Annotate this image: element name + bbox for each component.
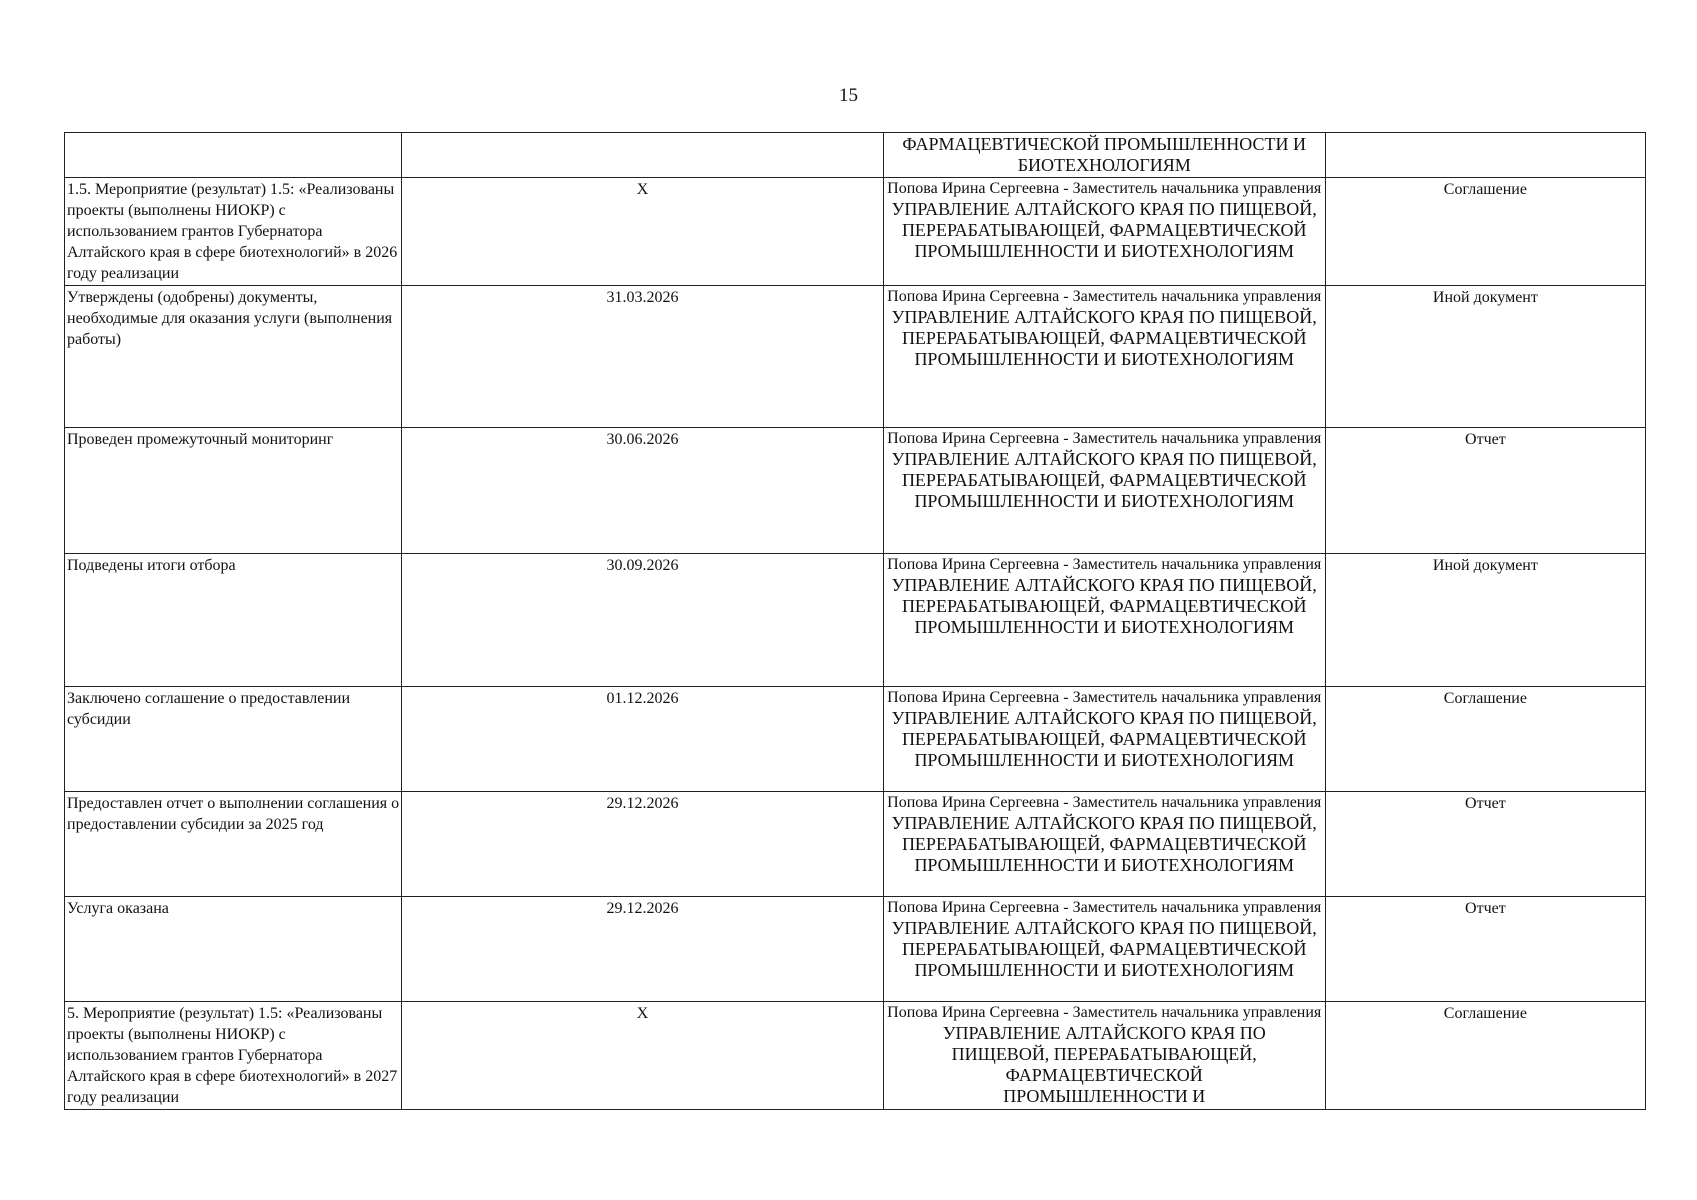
doc-type-cell: Соглашение [1325, 178, 1645, 286]
event-cell: Услуга оказана [65, 897, 402, 1002]
responsible-org: УПРАВЛЕНИЕ АЛТАЙСКОГО КРАЯ ПО ПИЩЕВОЙ, ПЕРЕРАБАТЫВАЮЩЕЙ, ФАРМАЦЕВТИЧЕСКОЙ ПРОМЫШЛЕННОСТИ И БИОТЕХНОЛОГИЯМ [891, 307, 1317, 369]
event-cell: Проведен промежуточный мониторинг [65, 428, 402, 554]
responsible-person: Попова Ирина Сергеевна - Заместитель начальника управления [887, 180, 1322, 197]
table-row [65, 1002, 1646, 1110]
table-row [65, 792, 1646, 897]
event-cell: Предоставлен отчет о выполнении соглашения о предоставлении субсидии за 2025 год [65, 792, 402, 897]
date-cell: 29.12.2026 [402, 792, 883, 897]
event-cell: Подведены итоги отбора [65, 554, 402, 687]
responsible-cell [883, 687, 1325, 792]
date-cell: X [402, 178, 883, 286]
responsible-person: Попова Ирина Сергеевна - Заместитель начальника управления [887, 1004, 1322, 1021]
table-row [65, 897, 1646, 1002]
doc-type-cell: Соглашение [1325, 687, 1645, 792]
date-cell: 30.09.2026 [402, 554, 883, 687]
table-row [65, 178, 1646, 286]
date-cell: 31.03.2026 [402, 286, 883, 428]
doc-type-cell: Отчет [1325, 792, 1645, 897]
doc-type-cell: Отчет [1325, 428, 1645, 554]
responsible-cell [883, 554, 1325, 687]
event-cell: Утверждены (одобрены) документы, необходимые для оказания услуги (выполнения работы) [65, 286, 402, 428]
page-number: 15 [839, 85, 858, 106]
responsible-org: УПРАВЛЕНИЕ АЛТАЙСКОГО КРАЯ ПО ПИЩЕВОЙ, ПЕРЕРАБАТЫВАЮЩЕЙ, ФАРМАЦЕВТИЧЕСКОЙ ПРОМЫШЛЕННОСТИ И БИОТЕХНОЛОГИЯМ [891, 449, 1317, 511]
event-cell [65, 133, 402, 178]
responsible-org: УПРАВЛЕНИЕ АЛТАЙСКОГО КРАЯ ПО ПИЩЕВОЙ, ПЕРЕРАБАТЫВАЮЩЕЙ, ФАРМАЦЕВТИЧЕСКОЙ ПРОМЫШЛЕННОСТИ И БИОТЕХНОЛОГИЯМ [891, 918, 1317, 980]
date-cell: X [402, 1002, 883, 1110]
date-cell: 30.06.2026 [402, 428, 883, 554]
doc-type-cell [1325, 133, 1645, 178]
doc-type-cell: Отчет [1325, 897, 1645, 1002]
responsible-org: УПРАВЛЕНИЕ АЛТАЙСКОГО КРАЯ ПО ПИЩЕВОЙ, ПЕРЕРАБАТЫВАЮЩЕЙ, ФАРМАЦЕВТИЧЕСКОЙ ПРОМЫШЛЕННОСТИ И БИОТЕХНОЛОГИЯМ [891, 708, 1317, 770]
table-row [65, 554, 1646, 687]
responsible-person: Попова Ирина Сергеевна - Заместитель начальника управления [887, 899, 1322, 916]
responsible-cell [883, 428, 1325, 554]
table-row [65, 286, 1646, 428]
responsible-org: УПРАВЛЕНИЕ АЛТАЙСКОГО КРАЯ ПО ПИЩЕВОЙ, ПЕРЕРАБАТЫВАЮЩЕЙ, ФАРМАЦЕВТИЧЕСКОЙ ПРОМЫШЛЕННОСТИ И БИОТЕХНОЛОГИЯМ [891, 813, 1317, 875]
responsible-person: Попова Ирина Сергеевна - Заместитель начальника управления [887, 794, 1322, 811]
responsible-person: Попова Ирина Сергеевна - Заместитель начальника управления [887, 430, 1322, 447]
date-cell: 29.12.2026 [402, 897, 883, 1002]
responsible-person: Попова Ирина Сергеевна - Заместитель начальника управления [887, 556, 1322, 573]
table-row [65, 687, 1646, 792]
event-cell: 1.5. Мероприятие (результат) 1.5: «Реализованы проекты (выполнены НИОКР) с использованием грантов Губернатора Алтайского края в сфере биотехнологий» в 2026 году реализации [65, 178, 402, 286]
event-cell: 5. Мероприятие (результат) 1.5: «Реализованы проекты (выполнены НИОКР) с использованием грантов Губернатора Алтайского края в сфере биотехнологий» в 2027 году реализации [65, 1002, 402, 1110]
date-cell: 01.12.2026 [402, 687, 883, 792]
responsible-org: УПРАВЛЕНИЕ АЛТАЙСКОГО КРАЯ ПО ПИЩЕВОЙ, ПЕРЕРАБАТЫВАЮЩЕЙ, ФАРМАЦЕВТИЧЕСКОЙ ПРОМЫШЛЕННОСТИ И БИОТЕХНОЛОГИЯМ [891, 199, 1317, 261]
responsible-cell [883, 133, 1325, 178]
table-row [65, 133, 1646, 178]
responsible-org: УПРАВЛЕНИЕ АЛТАЙСКОГО КРАЯ ПО ПИЩЕВОЙ, ПЕРЕРАБАТЫВАЮЩЕЙ, ФАРМАЦЕВТИЧЕСКОЙ ПРОМЫШЛЕННОСТИ И БИОТЕХНОЛОГИЯМ [891, 575, 1317, 637]
responsible-cell [883, 792, 1325, 897]
responsible-org: ФАРМАЦЕВТИЧЕСКОЙ ПРОМЫШЛЕННОСТИ И БИОТЕХНОЛОГИЯМ [902, 134, 1307, 175]
responsible-org: УПРАВЛЕНИЕ АЛТАЙСКОГО КРАЯ ПО ПИЩЕВОЙ, ПЕРЕРАБАТЫВАЮЩЕЙ, ФАРМАЦЕВТИЧЕСКОЙ ПРОМЫШЛЕННОСТИ И [942, 1023, 1266, 1106]
doc-type-cell: Соглашение [1325, 1002, 1645, 1110]
responsible-person: Попова Ирина Сергеевна - Заместитель начальника управления [887, 288, 1322, 305]
doc-type-cell: Иной документ [1325, 554, 1645, 687]
control-points-table [64, 132, 1646, 1110]
responsible-cell [883, 286, 1325, 428]
event-cell: Заключено соглашение о предоставлении субсидии [65, 687, 402, 792]
responsible-person: Попова Ирина Сергеевна - Заместитель начальника управления [887, 689, 1322, 706]
responsible-cell [883, 897, 1325, 1002]
responsible-cell [883, 1002, 1325, 1110]
date-cell [402, 133, 883, 178]
responsible-cell [883, 178, 1325, 286]
doc-type-cell: Иной документ [1325, 286, 1645, 428]
table-row [65, 428, 1646, 554]
